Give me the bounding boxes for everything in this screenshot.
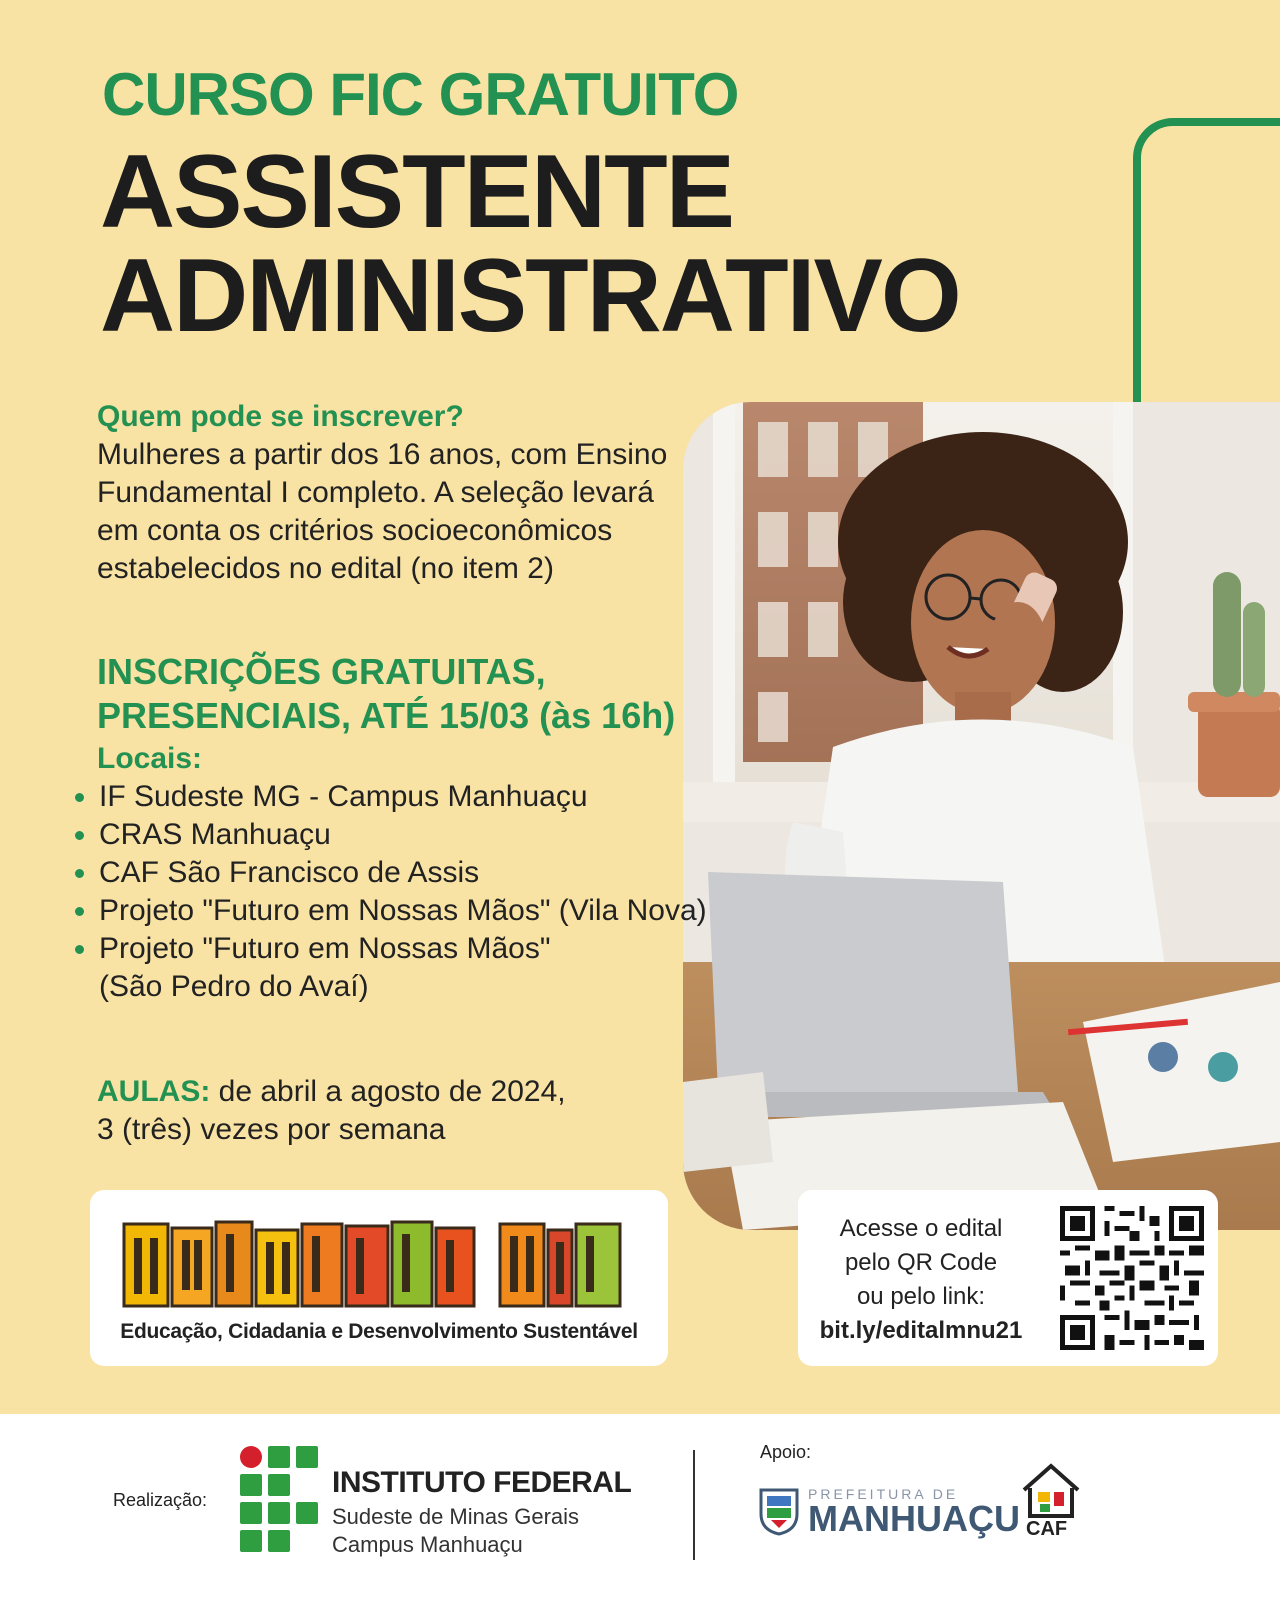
photo-illustration xyxy=(683,402,1280,1230)
registration-section xyxy=(97,650,707,1006)
eligibility-line: estabelecidos no edital (no item 2) xyxy=(97,552,554,585)
edital-line: Acesse o edital xyxy=(839,1215,1003,1242)
caf-house-icon xyxy=(1018,1462,1084,1520)
location-item: Projeto "Futuro em Nossas Mãos" (Vila Nova) xyxy=(72,892,707,930)
location-item: CRAS Manhuaçu xyxy=(72,816,707,854)
institution-line: Campus Manhuaçu xyxy=(332,1532,523,1557)
prefeitura-top-label: PREFEITURA DE xyxy=(808,1486,959,1502)
title-subtitle: CURSO FIC GRATUITO xyxy=(102,61,739,128)
location-item-continuation: (São Pedro do Avaí) xyxy=(99,970,369,1003)
eligibility-line: Fundamental I completo. A seleção levará xyxy=(97,476,654,509)
location-item: CAF São Francisco de Assis xyxy=(72,854,707,892)
title-line-2: ADMINISTRATIVO xyxy=(100,238,960,354)
mulheres-mil-logo xyxy=(122,1218,636,1310)
eligibility-heading: Quem pode se inscrever? xyxy=(97,400,464,433)
prefeitura-crest-icon xyxy=(757,1484,801,1536)
qr-code-icon[interactable] xyxy=(1060,1206,1204,1350)
registration-heading-2: PRESENCIAIS, ATÉ 15/03 (às 16h) xyxy=(97,695,676,736)
eligibility-section xyxy=(97,398,667,588)
eligibility-line: em conta os critérios socioeconômicos xyxy=(97,514,613,547)
classes-period: de abril a agosto de 2024, xyxy=(210,1075,566,1108)
registration-heading-1: INSCRIÇÕES GRATUITAS, xyxy=(97,651,546,692)
caf-label: CAF xyxy=(1026,1518,1068,1540)
edital-instructions xyxy=(816,1212,1026,1348)
classes-section xyxy=(97,1073,566,1149)
classes-label: AULAS: xyxy=(97,1075,211,1108)
instituto-federal-logo-icon xyxy=(240,1446,320,1558)
eligibility-line: Mulheres a partir dos 16 anos, com Ensino xyxy=(97,438,668,471)
prefeitura-name: MANHUAÇU xyxy=(808,1498,1020,1539)
institution-line: Sudeste de Minas Gerais xyxy=(332,1504,580,1529)
footer-divider xyxy=(693,1450,695,1560)
woman-on-phone-photo xyxy=(683,402,1280,1230)
location-item: IF Sudeste MG - Campus Manhuaçu xyxy=(72,778,707,816)
classes-line-1 xyxy=(97,1073,566,1111)
title-line-1: ASSISTENTE xyxy=(100,134,733,250)
location-item: Projeto "Futuro em Nossas Mãos" xyxy=(72,930,707,968)
edital-line: pelo QR Code xyxy=(844,1249,998,1276)
apoio-label: Apoio: xyxy=(760,1442,812,1462)
edital-line: ou pelo link: xyxy=(856,1283,986,1310)
footer xyxy=(0,1414,1280,1600)
institution-name: INSTITUTO FEDERAL xyxy=(332,1466,632,1499)
page-title xyxy=(100,134,960,354)
locations-list xyxy=(72,778,707,968)
classes-line-2: 3 (três) vezes por semana xyxy=(97,1113,446,1146)
locations-label: Locais: xyxy=(97,742,203,775)
mulheres-mil-box xyxy=(90,1190,668,1366)
edital-link[interactable]: bit.ly/editalmnu21 xyxy=(819,1317,1023,1344)
edital-qr-box xyxy=(798,1190,1218,1366)
mulheres-mil-tagline: Educação, Cidadania e Desenvolvimento Sustentável xyxy=(120,1320,638,1343)
realizacao-label: Realização: xyxy=(113,1490,208,1510)
